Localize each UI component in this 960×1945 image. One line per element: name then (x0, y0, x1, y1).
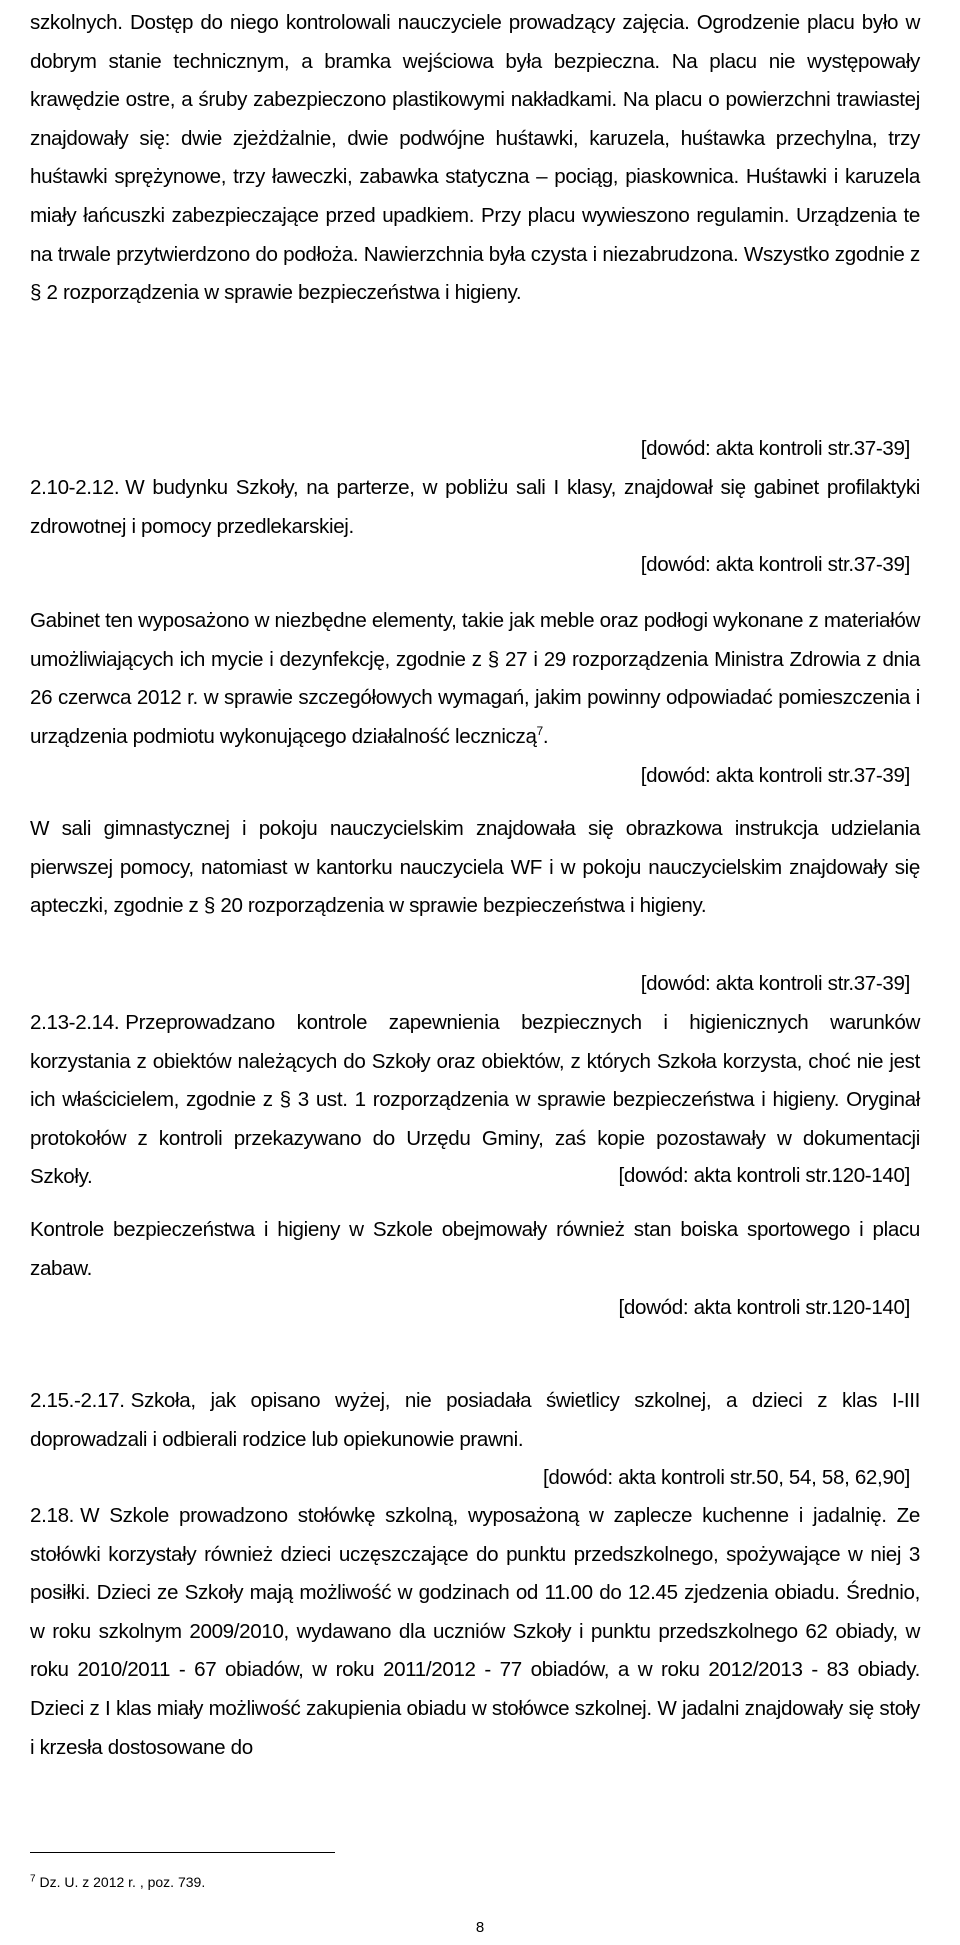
section-number: 2.18. (30, 1504, 75, 1527)
footnote-separator (30, 1852, 335, 1853)
paragraph-first-aid: W sali gimnastycznej i pokoju nauczycielskim znajdowała się obrazkowa instrukcja udzielania pierwszej pomocy, natomiast w kantorku nauczyciela WF i w pokoju nauczycielskim znajdowały się apteczki, zgodnie z § 20 rozporządzenia w sprawie bezpieczeństwa i higieny. (30, 817, 920, 918)
paragraph-office-equipment: Gabinet ten wyposażono w niezbędne elementy, takie jak meble oraz podłogi wykonane z materiałów umożliwiających ich mycie i dezynfekcję, zgodnie z § 27 i 29 rozporządzenia Ministra Zdrowia z dnia 26 czerwca 2012 r. w sprawie szczegółowych wymagań, jakim powinny odpowiadać pomieszczenia i urządzenia podmiotu wykonującego działalność leczniczą$^7$. (30, 609, 920, 748)
paragraph-playground: szkolnych. Dostęp do niego kontrolowali nauczyciele prowadzący zajęcia. Ogrodzenie placu było w dobrym stanie technicznym, a bramka wejściowa była bezpieczna. Na placu nie występowały krawędzie ostre, a śruby zabezpieczono plastikowymi nakładkami. Na placu o powierzchni trawiastej znajdowały się: dwie zjeżdżalnie, dwie podwójne huśtawki, karuzela, huśtawka przechylna, trzy huśtawki sprężynowe, trzy ławeczki, zabawka statyczna – pociąg, piaskownica. Huśtawki i karuzela miały łańcuszki zabezpieczające przed upadkiem. Przy placu wywieszono regulamin. Urządzenia te na trwale przytwierdzono do podłoża. Nawierzchnia była czysta i niezabrudzona. Wszystko zgodnie z § 2 rozporządzenia w sprawie bezpieczeństwa i higieny. (30, 11, 920, 305)
footnote-marker: 7 (30, 1873, 36, 1885)
evidence-reference: [dowód: akta kontroli str.120-140] (618, 1296, 910, 1319)
section-number: 2.13-2.14. (30, 1011, 120, 1034)
paragraph-inspection-scope: Kontrole bezpieczeństwa i higieny w Szkole obejmowały również stan boiska sportowego i placu zabaw. (30, 1218, 920, 1280)
footnote: $^7$ Dz. U. z 2012 r. , poz. 739. (30, 1873, 206, 1890)
section-number: 2.10-2.12. (30, 476, 120, 499)
section-number: 2.15.-2.17. (30, 1389, 125, 1412)
paragraph-safety-inspections: 2.13-2.14. Przeprowadzano kontrole zapewnienia bezpiecznych i higienicznych warunków korzystania z obiektów należących do Szkoły oraz obiektów, z których Szkoła korzysta, choć nie jest ich właścicielem, zgodnie z § 3 ust. 1 rozporządzenia w sprawie bezpieczeństwa i higieny. Oryginał protokołów z kontroli przekazywano do Urzędu Gminy, zaś kopie pozostawały w dokumentacji Szkoły. (30, 1011, 920, 1189)
evidence-reference: [dowód: akta kontroli str.37-39] (640, 437, 910, 460)
paragraph-health-office: 2.10-2.12. W budynku Szkoły, na parterze, w pobliżu sali I klasy, znajdował się gabinet profilaktyki zdrowotnej i pomocy przedlekarskiej. (30, 476, 920, 538)
evidence-reference: [dowód: akta kontroli str.37-39] (640, 764, 910, 787)
paragraph-canteen: 2.18. W Szkole prowadzono stołówkę szkolną, wyposażoną w zaplecze kuchenne i jadalnię. Ze stołówki korzystały również dzieci uczęszczające do punktu przedszkolnego, spożywające w niej 3 posiłki. Dzieci ze Szkoły mają możliwość w godzinach od 11.00 do 12.45 zjedzenia obiadu. Średnio, w roku szkolnym 2009/2010, wydawano dla uczniów Szkoły i punktu przedszkolnego 62 obiady, w roku 2010/2011 - 67 obiadów, w roku 2011/2012 - 77 obiadów, a w roku 2012/2013 - 83 obiady. Dzieci z I klas miały możliwość zakupienia obiadu w stołówce szkolnej. W jadalni znajdowały się stoły i krzesła dostosowane do (30, 1504, 920, 1759)
evidence-reference: [dowód: akta kontroli str.37-39] (640, 553, 910, 576)
footnote-marker: 7 (536, 723, 543, 738)
page-number: 8 (475, 1919, 485, 1936)
evidence-reference: [dowód: akta kontroli str.50, 54, 58, 62,90] (543, 1466, 910, 1489)
evidence-reference: [dowód: akta kontroli str.120-140] (618, 1164, 910, 1187)
evidence-reference: [dowód: akta kontroli str.37-39] (640, 972, 910, 995)
paragraph-common-room: 2.15.-2.17. Szkoła, jak opisano wyżej, nie posiadała świetlicy szkolnej, a dzieci z klas I-III doprowadzali i odbierali rodzice lub opiekunowie prawni. (30, 1389, 920, 1451)
